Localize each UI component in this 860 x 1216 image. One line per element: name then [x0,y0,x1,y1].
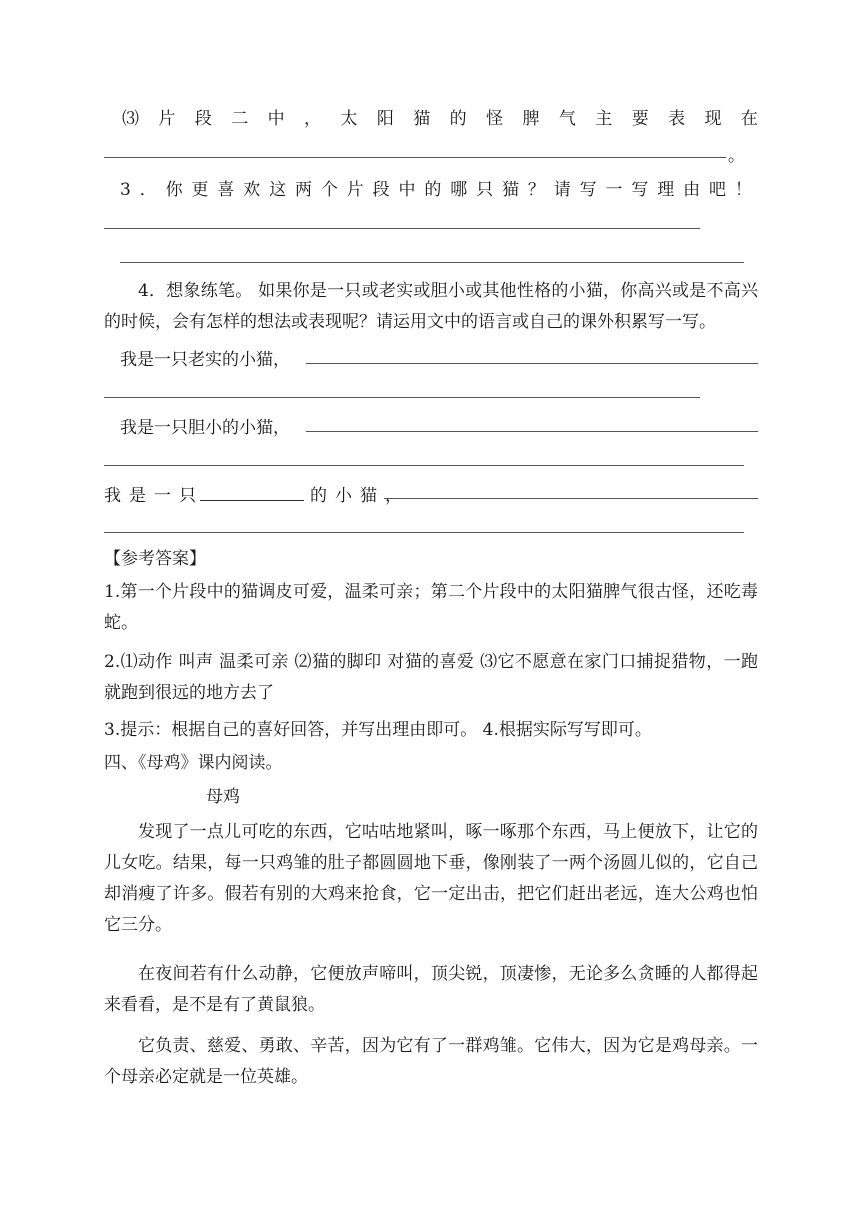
q3-char: 段 [372,180,390,200]
answer-3: 3.提示：根据自己的喜好回答，并写出理由即可。 4.根据实际写写即可。 [104,720,652,740]
q3-char: 片 [346,180,364,200]
q3-sub-char: 阳 [376,109,394,129]
char: 只 [179,486,196,506]
q3-sub-char: 表 [668,109,686,129]
q3-char: 的 [424,180,442,200]
char: 猫 [360,486,377,506]
q3-char: ． [139,180,157,200]
q3-line [120,177,752,203]
q3-sub-char: ⑶ [122,109,139,129]
answer-blank[interactable] [306,363,758,364]
q3-char: 两 [294,180,312,200]
q3-char: 喜 [217,180,235,200]
answer-1: 1.第一个片段中的猫调皮可爱，温柔可亲；第二个片段中的太阳猫脾气很古怪，还吃毒蛇。 [104,582,758,633]
q4-line-timid: 我是一只胆小的小猫， [120,418,290,438]
answer-blank[interactable] [104,397,700,398]
q3-char: 哪 [450,180,468,200]
q3-char: 由 [683,180,701,200]
q3-char: 一 [605,180,623,200]
q3-char: 个 [320,180,338,200]
q3-char: 请 [553,180,571,200]
answer-blank[interactable] [104,532,744,533]
q3-sub-char: 主 [595,109,613,129]
q3-char: 写 [631,180,649,200]
passage-paragraph-3: 它负责、慈爱、勇敢、辛苦，因为它有了一群鸡雏。它伟大，因为它是鸡母亲。一个母亲必定就是一位英雄。 [104,1036,758,1087]
q3-char: 欢 [243,180,261,200]
q3-char: 猫 [501,180,519,200]
q3-sub-char: 二 [231,109,249,129]
q3-sub-char: 现 [704,109,722,129]
q3-sub-line [122,106,758,132]
q3-char: 吧 [708,180,726,200]
passage-paragraph-2: 在夜间若有什么动静，它便放声啼叫，顶尖锐，顶凄惨，无论多么贪睡的人都得起来看看，是不是有了黄鼠狼。 [104,964,758,1015]
char: 小 [335,486,352,506]
char: 一 [154,486,171,506]
q3-sub-char: 气 [558,109,576,129]
answer-blank[interactable] [104,228,700,229]
q3-char: 只 [476,180,494,200]
q3-char: ！ [734,180,752,200]
answer-blank[interactable] [384,498,758,499]
q3-sub-char: 猫 [413,109,431,129]
passage-paragraph-1: 发现了一点儿可吃的东西，它咕咕地紧叫，啄一啄那个东西，马上便放下，让它的儿女吃。结果，每一只鸡雏的肚子都圆圆地下垂，像刚装了一两个汤圆儿似的，它自己却消瘦了许多。假若有别的大鸡来抢食，它一定出击，把它们赶出老远，连大公鸡也怕它三分。 [104,822,758,935]
char: 的 [310,486,327,506]
q3-char: ？ [527,180,545,200]
q4-prompt: 4．想象练笔。 如果你是一只或老实或胆小或其他性格的小猫，你高兴或是不高兴的时候，会有怎样的想法或表现呢？请运用文中的语言或自己的课外积累写一写。 [104,281,758,332]
answer-2: 2.⑴动作 叫声 温柔可亲 ⑵猫的脚印 对猫的喜爱 ⑶它不愿意在家门口捕捉猎物，一跑就跑到很远的地方去了 [104,652,758,703]
passage-title: 母鸡 [206,787,240,807]
end-mark: 。 [728,146,745,166]
q4-line-honest: 我是一只老实的小猫， [120,350,290,370]
q3-char: 中 [398,180,416,200]
q3-sub-char: ， [304,109,322,129]
q4-line-custom [104,482,402,509]
q3-sub-char: 段 [194,109,212,129]
q3-char: 写 [579,180,597,200]
char: 我 [104,486,121,506]
q3-sub-char: 脾 [522,109,540,129]
answer-blank[interactable] [104,465,744,466]
q3-char: 理 [657,180,675,200]
answers-heading: 【参考答案】 [104,549,206,569]
answer-blank[interactable] [120,262,744,263]
q3-char: 你 [165,180,183,200]
answer-blank[interactable] [306,431,758,432]
section-heading: 四、《母鸡》课内阅读。 [104,753,283,773]
q3-sub-char: 在 [740,109,758,129]
personality-blank[interactable] [200,482,304,501]
q3-sub-char: 怪 [486,109,504,129]
q3-char: 这 [269,180,287,200]
q3-char: 更 [191,180,209,200]
q3-sub-char: 中 [267,109,285,129]
char: ， [385,486,402,506]
q3-sub-char: 片 [158,109,176,129]
q3-sub-char: 的 [449,109,467,129]
char: 是 [129,486,146,506]
answer-blank[interactable] [104,157,726,158]
q3-sub-char: 太 [340,109,358,129]
q3-char: 3 [120,180,131,200]
q3-sub-char: 要 [631,109,649,129]
